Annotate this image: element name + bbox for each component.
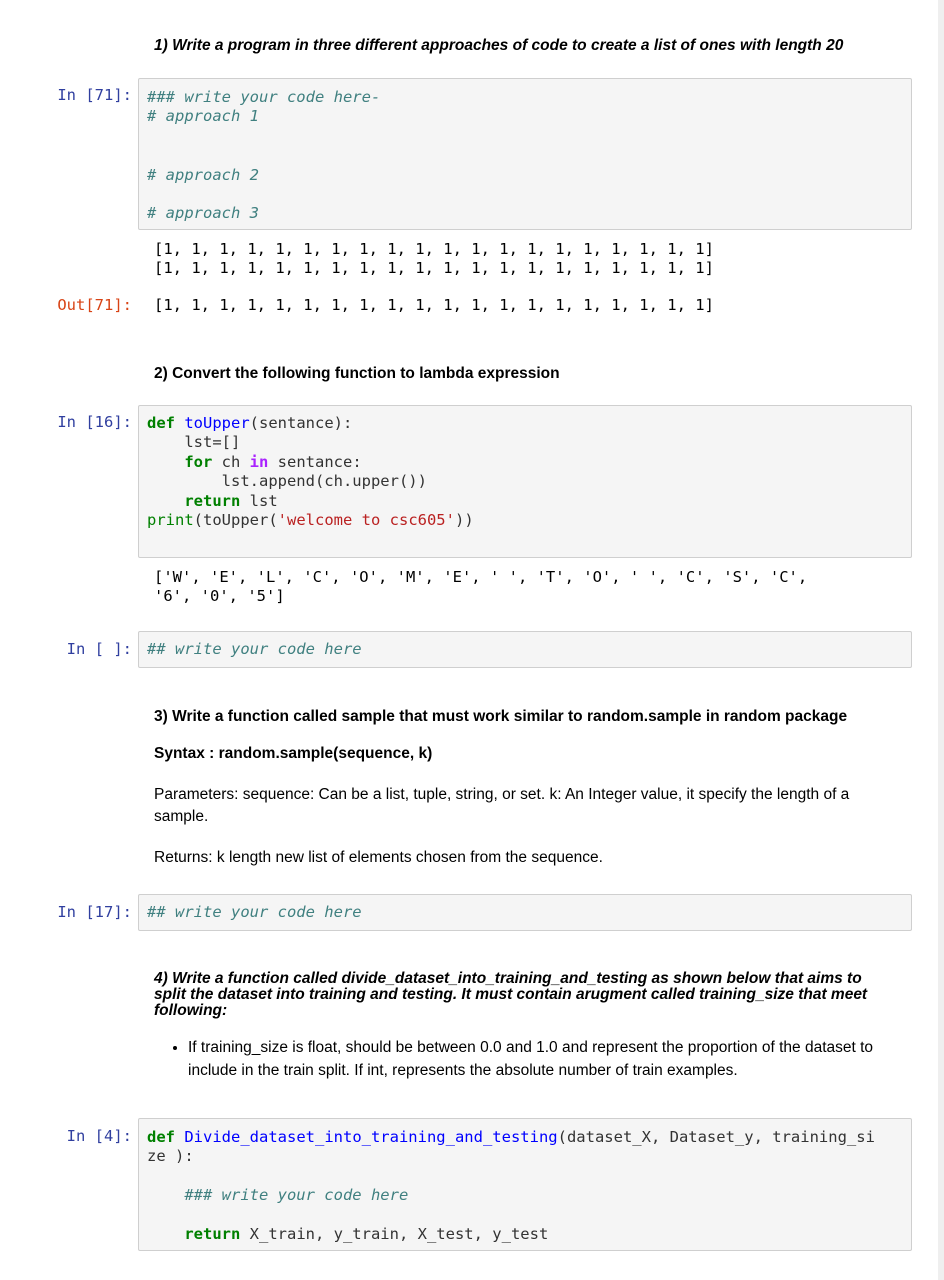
call-open: (toUpper( bbox=[193, 511, 278, 530]
indent bbox=[147, 433, 184, 451]
q2-code-cell[interactable] bbox=[138, 405, 912, 558]
q1-output-prompt: Out[71]: bbox=[57, 296, 132, 314]
q1-stdout bbox=[154, 240, 714, 279]
keyword-in: in bbox=[249, 452, 269, 471]
return-value: lst bbox=[240, 491, 278, 510]
string-literal: 'welcome to csc605' bbox=[277, 511, 455, 530]
q1-code-line: # approach 3 bbox=[147, 204, 259, 223]
q4-bullet-item: • If training_size is float, should be between 0.0 and 1.0 and represent the proportion of the dataset to include in the train split. If int, represents the absolute number of train examples. bbox=[188, 1037, 909, 1082]
q3-answer-cell[interactable] bbox=[138, 894, 912, 931]
q3-syntax: Syntax : random.sample(sequence, k) bbox=[154, 745, 433, 762]
keyword-for: for bbox=[184, 452, 213, 471]
q3-heading: 3) Write a function called sample that must work similar to random.sample in random package bbox=[154, 708, 848, 725]
call-close: )) bbox=[454, 511, 474, 530]
q1-input-prompt: In [71]: bbox=[57, 86, 132, 104]
code-line: lst=[] bbox=[184, 433, 241, 452]
function-name: Divide_dataset_into_training_and_testing bbox=[184, 1128, 558, 1146]
builtin-print: print bbox=[147, 511, 194, 530]
q2-input-prompt: In [16]: bbox=[57, 413, 132, 431]
keyword-return: return bbox=[184, 491, 241, 510]
q4-heading: 4) Write a function called divide_dataset_into_training_and_testing as shown below that aims to split the dataset into training and testing. It must contain arugment called training_size that meet following: bbox=[154, 970, 868, 1019]
q1-code-cell[interactable] bbox=[138, 78, 912, 230]
q4-bullet-list bbox=[154, 1037, 909, 1082]
for-iterable: sentance: bbox=[268, 452, 362, 471]
q1-code-line: # approach 1 bbox=[147, 107, 259, 126]
q2-stdout-line: '6', '0', '5'] bbox=[154, 587, 285, 606]
q2-heading: 2) Convert the following function to lambda expression bbox=[154, 365, 560, 382]
return-value: X_train, y_train, X_test, y_test bbox=[240, 1225, 549, 1244]
indent bbox=[147, 492, 184, 510]
q1-code-line: # approach 2 bbox=[147, 165, 259, 184]
function-signature: (dataset_X, Dataset_y, training_si bbox=[557, 1128, 875, 1146]
page-scrollbar[interactable] bbox=[938, 0, 944, 1280]
q4-input-prompt: In [4]: bbox=[66, 1127, 132, 1145]
q2-answer-prompt: In [ ]: bbox=[66, 640, 132, 658]
q1-heading: 1) Write a program in three different approaches of code to create a list of ones with length 20 bbox=[154, 37, 844, 54]
for-variable: ch bbox=[212, 452, 250, 471]
function-signature-wrap: ze ): bbox=[147, 1147, 194, 1166]
q3-returns: Returns: k length new list of elements chosen from the sequence. bbox=[154, 849, 603, 866]
function-name: toUpper bbox=[184, 414, 250, 432]
indent bbox=[147, 472, 222, 490]
q2-stdout bbox=[154, 568, 807, 607]
indent bbox=[147, 1186, 184, 1204]
q2-stdout-line: ['W', 'E', 'L', 'C', 'O', 'M', 'E', ' ', 'T', 'O', ' ', 'C', 'S', 'C', bbox=[154, 568, 808, 586]
q2-answer-cell[interactable] bbox=[138, 631, 912, 668]
code-line: lst.append(ch.upper()) bbox=[221, 472, 427, 491]
keyword-def: def bbox=[147, 1128, 175, 1146]
q3-parameters: Parameters: sequence: Can be a list, tuple, string, or set. k: An Integer value, it specify the length of a sample. bbox=[154, 786, 850, 825]
q3-input-prompt: In [17]: bbox=[57, 903, 132, 921]
indent bbox=[147, 1225, 184, 1243]
answer-placeholder: ## write your code here bbox=[147, 903, 362, 921]
q1-output-value: [1, 1, 1, 1, 1, 1, 1, 1, 1, 1, 1, 1, 1, 1, 1, 1, 1, 1, 1, 1] bbox=[154, 296, 714, 314]
q4-code-cell[interactable] bbox=[138, 1118, 912, 1251]
keyword-return: return bbox=[184, 1225, 241, 1244]
function-signature: (sentance): bbox=[249, 414, 353, 432]
keyword-def: def bbox=[147, 414, 175, 432]
q1-stdout-line: [1, 1, 1, 1, 1, 1, 1, 1, 1, 1, 1, 1, 1, 1, 1, 1, 1, 1, 1, 1] bbox=[154, 240, 714, 258]
q1-stdout-line: [1, 1, 1, 1, 1, 1, 1, 1, 1, 1, 1, 1, 1, 1, 1, 1, 1, 1, 1, 1] bbox=[154, 259, 714, 278]
code-comment: ### write your code here bbox=[184, 1186, 409, 1205]
q1-code-line: ### write your code here- bbox=[147, 88, 381, 106]
answer-placeholder: ## write your code here bbox=[147, 640, 362, 658]
indent bbox=[147, 453, 184, 471]
